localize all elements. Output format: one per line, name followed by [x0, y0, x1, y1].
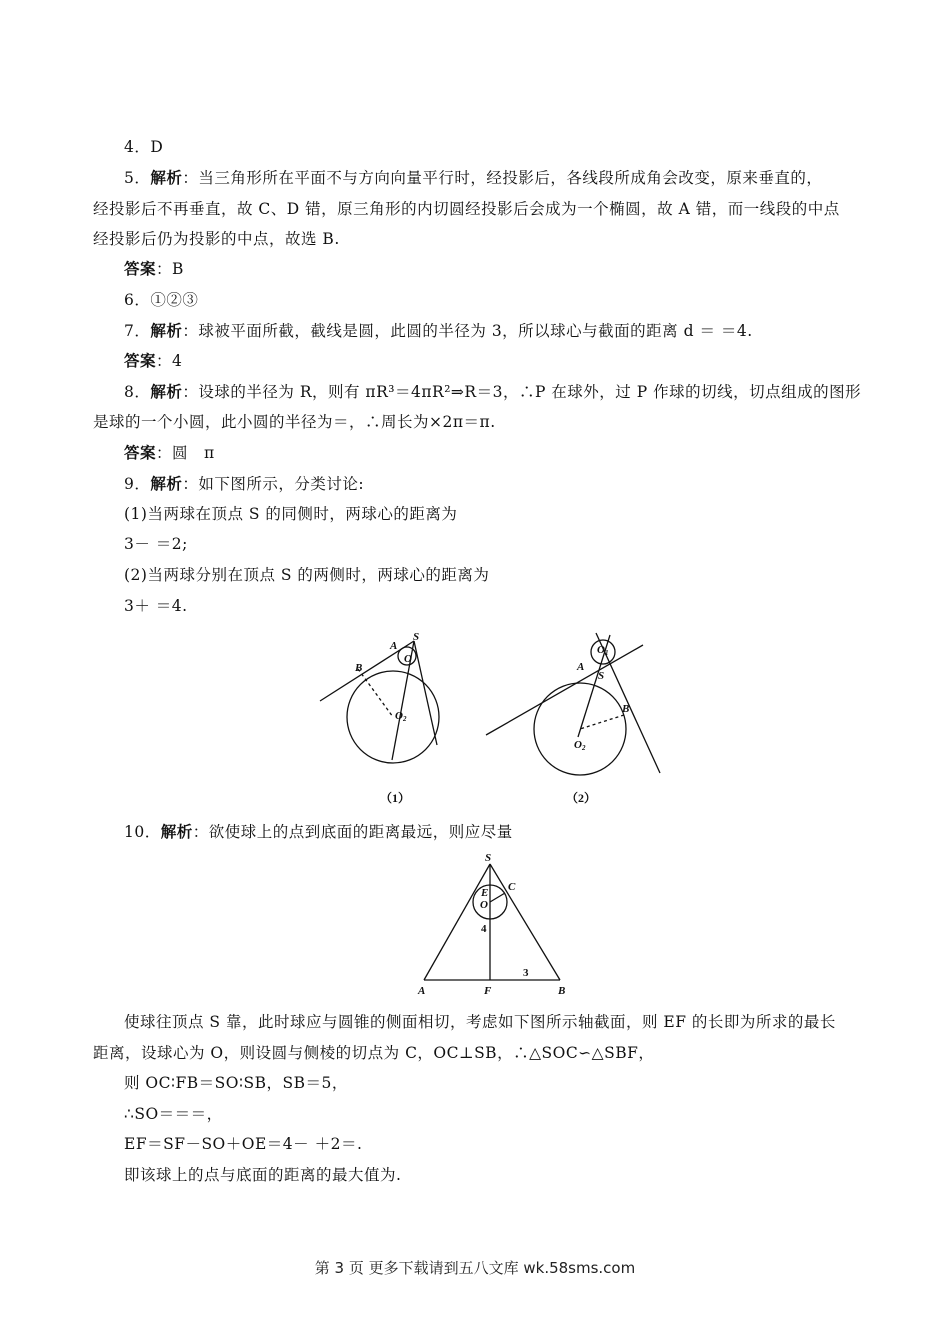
- sphere-o2-circle-1: [347, 671, 439, 763]
- item-7: 7．解析：球被平面所截，截线是圆，此圆的半径为 3，所以球心与截面的距离 d ＝ ＝4.: [124, 321, 753, 340]
- analysis-label: 解析: [150, 168, 183, 187]
- item-9-case-1-result: 3－ ＝2;: [124, 535, 188, 553]
- item-9: 9．解析：如下图所示，分类讨论:: [124, 474, 365, 493]
- figure-10-cone-section: [410, 848, 580, 1000]
- item-9-case-2-result: 3＋ ＝4.: [124, 597, 188, 615]
- answer-5: 答案：B: [124, 259, 184, 278]
- label-length-3: 3: [523, 967, 529, 979]
- item-5-line-1: 5．解析：当三角形所在平面不与方向向量平行时，经投影后，各线段所成角会改变，原来垂直的，: [124, 168, 823, 187]
- label-b-1: B: [355, 662, 363, 674]
- label-b-2: B: [622, 703, 630, 715]
- item-4: 4．D: [124, 138, 164, 156]
- label-c: C: [508, 881, 516, 893]
- label-o2-2: O2: [574, 739, 586, 752]
- caption-fig-2: （2）: [566, 791, 597, 805]
- label-a-1: A: [390, 640, 398, 652]
- item-9-case-2: (2)当两球分别在顶点 S 的两侧时，两球心的距离为: [124, 566, 490, 584]
- answer-7: 答案：4: [124, 351, 183, 370]
- label-o1-2: O1: [597, 644, 609, 657]
- item-10-line-5: EF＝SF－SO＋OE＝4－ ＋2＝.: [124, 1135, 363, 1153]
- item-6: 6．①②③: [124, 291, 199, 309]
- label-o2-1: O2: [395, 710, 407, 723]
- label-a-2: A: [577, 661, 585, 673]
- label-f: F: [484, 985, 492, 997]
- tangent-line-right-1: [414, 641, 437, 745]
- label-s-2: S: [598, 670, 605, 682]
- cone-side-sa: [424, 864, 490, 980]
- page-footer: 第 3 页 更多下载请到五八文库 wk.58sms.com: [314, 1259, 636, 1277]
- label-a: A: [418, 985, 426, 997]
- item-10-line-3: 则 OC∶FB＝SO∶SB，SB＝5，: [124, 1074, 348, 1092]
- item-10-line-1: 使球往顶点 S 靠，此时球应与圆锥的侧面相切，考虑如下图所示轴截面，则 EF 的长即为所求的最长: [124, 1013, 836, 1031]
- figure-9-spheres: [300, 625, 680, 815]
- label-e: E: [481, 887, 489, 899]
- tangent-line-left-2: [486, 645, 643, 735]
- item-5-line-2: 经投影后不再垂直，故 C、D 错，原三角形的内切圆经投影后会成为一个椭圆，故 A 错，而一线段的中点: [93, 200, 840, 218]
- item-10-line-2: 距离，设球心为 O，则设圆与侧棱的切点为 C，OC⊥SB，∴△SOC∽△SBF，: [93, 1044, 655, 1062]
- label-length-4: 4: [481, 923, 487, 935]
- item-10-line-6: 即该球上的点与底面的距离的最大值为.: [124, 1166, 402, 1184]
- item-8-line-1: 8．解析：设球的半径为 R，则有 πR³＝4πR²⇒R＝3，∴P 在球外，过 P 作球的切线，切点组成的图形: [124, 382, 862, 401]
- caption-fig-1: （1）: [380, 791, 411, 805]
- label-b: B: [558, 985, 566, 997]
- answer-8: 答案：圆 π: [124, 443, 215, 462]
- cone-side-sb: [490, 864, 560, 980]
- item-9-case-1: (1)当两球在顶点 S 的同侧时，两球心的距离为: [124, 505, 458, 523]
- item-10: 10．解析：欲使球上的点到底面的距离最远，则应尽量: [124, 822, 513, 841]
- radius-dashed-1: [358, 669, 393, 717]
- label-o-1: O: [404, 653, 412, 665]
- label-s-1: S: [413, 631, 420, 643]
- item-5-line-3: 经投影后仍为投影的中点，故选 B.: [93, 230, 340, 248]
- radius-dashed-2: [580, 715, 624, 729]
- radius-oc: [490, 893, 505, 902]
- item-8-line-2: 是球的一个小圆，此小圆的半径为＝，∴周长为×2π＝π.: [93, 413, 496, 431]
- label-s: S: [485, 852, 492, 864]
- label-o: O: [480, 899, 488, 911]
- item-10-line-4: ∴SO＝＝＝，: [124, 1105, 223, 1123]
